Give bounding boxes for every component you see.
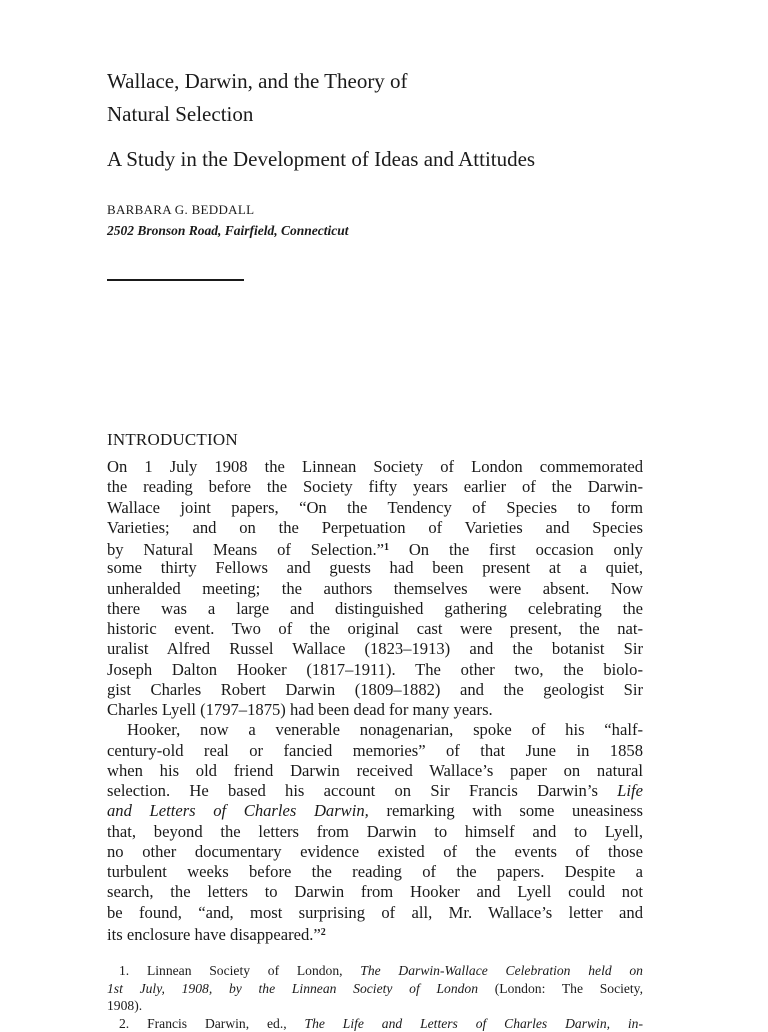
- footnote-1-end: 1908).: [107, 997, 643, 1015]
- body-line: historic event. Two of the original cast were present, the nat-: [107, 619, 643, 639]
- body-line: the reading before the Society fifty years earlier of the Darwin-: [107, 477, 643, 497]
- footnote-text: 1. Linnean Society of London,: [119, 963, 360, 978]
- body-line: Wallace joint papers, “On the Tendency of Species to form: [107, 498, 643, 518]
- body-line: [107, 538, 643, 558]
- footnote-title: 1st July, 1908, by the Linnean Society of London: [107, 981, 478, 996]
- author-name: BARBARA G. BEDDALL: [107, 202, 254, 218]
- footnote-2: [107, 1015, 643, 1032]
- body-line: gist Charles Robert Darwin (1809–1882) and the geologist Sir: [107, 680, 643, 700]
- footnote-text: 2. Francis Darwin, ed.,: [119, 1016, 305, 1031]
- body-text-run: its enclosure have disappeared.”: [107, 925, 321, 944]
- body-text-run: remarking with some uneasiness: [369, 801, 643, 820]
- body-line: there was a large and distinguished gathering celebrating the: [107, 599, 643, 619]
- footnotes: [107, 962, 643, 1032]
- body-line: century-old real or fancied memories” of that June in 1858: [107, 741, 643, 761]
- book-title: and Letters of Charles Darwin,: [107, 801, 369, 820]
- footnote-title: The Life and Letters of Charles Darwin, in-: [305, 1016, 643, 1031]
- body-line: Joseph Dalton Hooker (1817–1911). The other two, the biolo-: [107, 660, 643, 680]
- body-line: some thirty Fellows and guests had been present at a quiet,: [107, 558, 643, 578]
- body-line: Hooker, now a venerable nonagenarian, spoke of his “half-: [107, 720, 643, 740]
- footnote-text: (London: The Society,: [478, 981, 643, 996]
- article-title-line-2: Natural Selection: [107, 101, 253, 127]
- article-title-line-1: Wallace, Darwin, and the Theory of: [107, 68, 408, 94]
- body-line: turbulent weeks before the reading of the papers. Despite a: [107, 862, 643, 882]
- body-line: search, the letters to Darwin from Hooker and Lyell could not: [107, 882, 643, 902]
- body-text-run: On the first occasion only: [389, 540, 643, 559]
- body-line: when his old friend Darwin received Wallace’s paper on natural: [107, 761, 643, 781]
- body-line: that, beyond the letters from Darwin to himself and to Lyell,: [107, 822, 643, 842]
- footnote-1: [107, 962, 643, 980]
- body-line: On 1 July 1908 the Linnean Society of London commemorated: [107, 457, 643, 477]
- body-text: [107, 457, 643, 943]
- footnote-1-cont: [107, 980, 643, 998]
- body-line: Charles Lyell (1797–1875) had been dead for many years.: [107, 700, 643, 720]
- body-line: Varieties; and on the Perpetuation of Varieties and Species: [107, 518, 643, 538]
- section-heading: INTRODUCTION: [107, 430, 238, 450]
- body-line: [107, 801, 643, 821]
- body-line: uralist Alfred Russel Wallace (1823–1913) and the botanist Sir: [107, 639, 643, 659]
- footnote-ref-1: 1: [384, 542, 389, 553]
- footnote-title: The Darwin-Wallace Celebration held on: [360, 963, 643, 978]
- body-line: be found, “and, most surprising of all, Mr. Wallace’s letter and: [107, 903, 643, 923]
- book-title: Life: [617, 781, 643, 800]
- body-line: [107, 923, 643, 943]
- footnote-ref-2: 2: [321, 927, 326, 938]
- body-line: unheralded meeting; the authors themselves were absent. Now: [107, 579, 643, 599]
- author-affiliation: 2502 Bronson Road, Fairfield, Connecticut: [107, 223, 349, 239]
- article-subtitle: A Study in the Development of Ideas and Attitudes: [107, 146, 535, 172]
- body-text-run: selection. He based his account on Sir Francis Darwin’s: [107, 781, 617, 800]
- body-text-run: by Natural Means of Selection.”: [107, 540, 384, 559]
- body-line: [107, 781, 643, 801]
- body-line: no other documentary evidence existed of the events of those: [107, 842, 643, 862]
- header-rule: [107, 279, 244, 281]
